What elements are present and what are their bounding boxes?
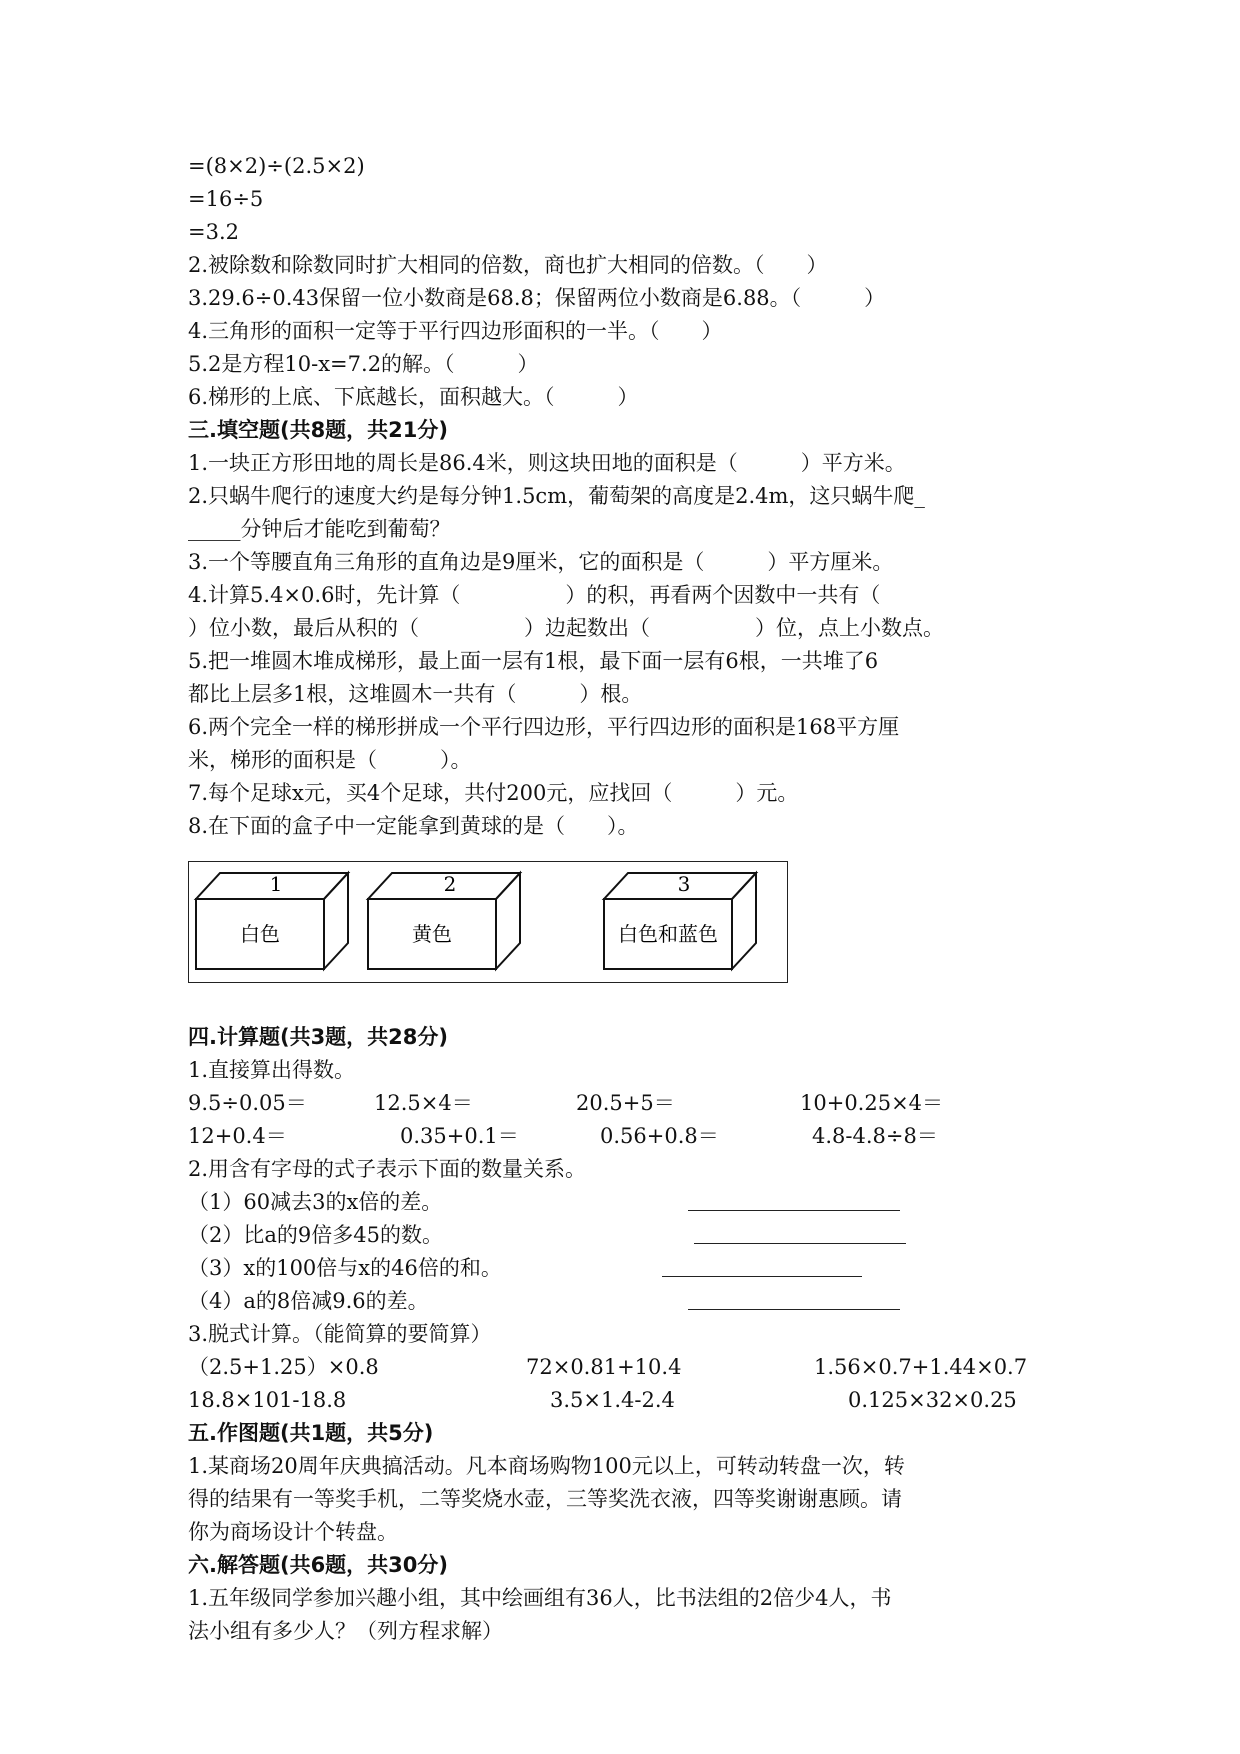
- judge-question-5: 5.2是方程10-x=7.2的解。（ ）: [188, 352, 539, 376]
- calc-question-1: 1.直接算出得数。: [188, 1058, 356, 1082]
- fill-question-5-line-1: 5.把一堆圆木堆成梯形，最上面一层有1根，最下面一层有6根，一共堆了6: [188, 649, 879, 673]
- answer-blank[interactable]: [662, 1254, 862, 1277]
- step-calc-item: 18.8×101-18.8: [188, 1388, 347, 1412]
- step-calc-item: 3.5×1.4-2.4: [550, 1388, 675, 1412]
- answer-blank[interactable]: [688, 1188, 900, 1211]
- expression-item-text: （4）a的8倍减9.6的差。: [188, 1289, 429, 1313]
- oral-calc-row-2: [188, 1120, 1068, 1153]
- oral-calc-row-1: [188, 1087, 1068, 1120]
- box-3-number: 3: [677, 872, 691, 896]
- ball-boxes-figure: [188, 861, 788, 983]
- box-2: [368, 872, 520, 969]
- oral-calc-item: 12+0.4＝: [188, 1124, 287, 1148]
- expression-item-1: [188, 1186, 1068, 1219]
- judge-question-4: 4.三角形的面积一定等于平行四边形面积的一半。（ ）: [188, 319, 723, 343]
- drawing-question-line-2: 得的结果有一等奖手机，二等奖烧水壶，三等奖洗衣液，四等奖谢谢惠顾。请: [188, 1487, 902, 1511]
- answer-blank[interactable]: [694, 1221, 906, 1244]
- carryover-line-1: =(8×2)÷(2.5×2): [188, 154, 365, 178]
- fill-question-8: 8.在下面的盒子中一定能拿到黄球的是（ ）。: [188, 814, 639, 838]
- step-calc-row-1: [188, 1351, 1068, 1384]
- judge-question-3: 3.29.6÷0.43保留一位小数商是68.8；保留两位小数商是6.88。（ ）: [188, 286, 886, 310]
- expression-item-4: [188, 1285, 1068, 1318]
- fill-question-3: 3.一个等腰直角三角形的直角边是9厘米，它的面积是（ ）平方厘米。: [188, 550, 894, 574]
- box-1-number: 1: [269, 872, 283, 896]
- calc-question-2: 2.用含有字母的式子表示下面的数量关系。: [188, 1157, 587, 1181]
- section-6-heading: 六.解答题(共6题，共30分): [188, 1553, 449, 1577]
- judge-question-6: 6.梯形的上底、下底越长，面积越大。（ ）: [188, 385, 639, 409]
- oral-calc-item: 10+0.25×4＝: [800, 1091, 944, 1115]
- step-calc-item: 72×0.81+10.4: [526, 1355, 682, 1379]
- oral-calc-item: 4.8-4.8÷8＝: [812, 1124, 938, 1148]
- section-5-heading: 五.作图题(共1题，共5分): [188, 1421, 434, 1445]
- answer-question-line-1: 1.五年级同学参加兴趣小组，其中绘画组有36人，比书法组的2倍少4人，书: [188, 1586, 892, 1610]
- oral-calc-item: 0.56+0.8＝: [600, 1124, 719, 1148]
- carryover-line-3: =3.2: [188, 220, 239, 244]
- fill-question-4-line-1: 4.计算5.4×0.6时，先计算（ ）的积，再看两个因数中一共有（: [188, 583, 881, 607]
- box-3-label: 白色和蓝色: [618, 922, 718, 946]
- step-calc-item: 1.56×0.7+1.44×0.7: [814, 1355, 1028, 1379]
- step-calc-item: （2.5+1.25）×0.8: [188, 1355, 379, 1379]
- box-2-number: 2: [443, 872, 457, 896]
- judge-question-2: 2.被除数和除数同时扩大相同的倍数，商也扩大相同的倍数。（ ）: [188, 253, 828, 277]
- oral-calc-item: 9.5÷0.05＝: [188, 1091, 307, 1115]
- expression-item-3: [188, 1252, 1068, 1285]
- answer-question-line-2: 法小组有多少人？（列方程求解）: [188, 1619, 503, 1643]
- fill-question-2-line-1: 2.只蜗牛爬行的速度大约是每分钟1.5cm，葡萄架的高度是2.4m，这只蜗牛爬_: [188, 484, 925, 508]
- calc-question-3: 3.脱式计算。（能简算的要简算）: [188, 1322, 492, 1346]
- section-4-heading: 四.计算题(共3题，共28分): [188, 1025, 449, 1049]
- oral-calc-item: 20.5+5＝: [576, 1091, 675, 1115]
- step-calc-item: 0.125×32×0.25: [848, 1388, 1017, 1412]
- answer-blank[interactable]: [688, 1287, 900, 1310]
- drawing-question-line-1: 1.某商场20周年庆典搞活动。凡本商场购物100元以上，可转动转盘一次，转: [188, 1454, 905, 1478]
- carryover-line-2: =16÷5: [188, 187, 264, 211]
- oral-calc-item: 0.35+0.1＝: [400, 1124, 519, 1148]
- step-calc-row-2: [188, 1384, 1068, 1417]
- fill-question-6-line-1: 6.两个完全一样的梯形拼成一个平行四边形，平行四边形的面积是168平方厘: [188, 715, 900, 739]
- fill-question-1: 1.一块正方形田地的周长是86.4米，则这块田地的面积是（ ）平方米。: [188, 451, 906, 475]
- expression-item-text: （2）比a的9倍多45的数。: [188, 1223, 443, 1247]
- box-2-label: 黄色: [412, 922, 452, 946]
- drawing-question-line-3: 你为商场设计个转盘。: [188, 1520, 398, 1544]
- expression-item-text: （3）x的100倍与x的46倍的和。: [188, 1256, 502, 1280]
- section-3-heading: 三.填空题(共8题，共21分): [188, 418, 449, 442]
- expression-item-2: [188, 1219, 1068, 1252]
- oral-calc-item: 12.5×4＝: [374, 1091, 473, 1115]
- fill-question-5-line-2: 都比上层多1根，这堆圆木一共有（ ）根。: [188, 682, 643, 706]
- box-1-label: 白色: [240, 922, 280, 946]
- fill-question-2-line-2: _____分钟后才能吃到葡萄？: [188, 517, 451, 541]
- fill-question-6-line-2: 米，梯形的面积是（ ）。: [188, 748, 472, 772]
- expression-item-text: （1）60减去3的x倍的差。: [188, 1190, 443, 1214]
- fill-question-4-line-2: ）位小数，最后从积的（ ）边起数出（ ）位，点上小数点。: [188, 616, 944, 640]
- worksheet-page: [188, 150, 1068, 1648]
- box-3: [604, 872, 756, 969]
- box-1: [196, 872, 348, 969]
- fill-question-7: 7.每个足球x元，买4个足球，共付200元，应找回（ ）元。: [188, 781, 799, 805]
